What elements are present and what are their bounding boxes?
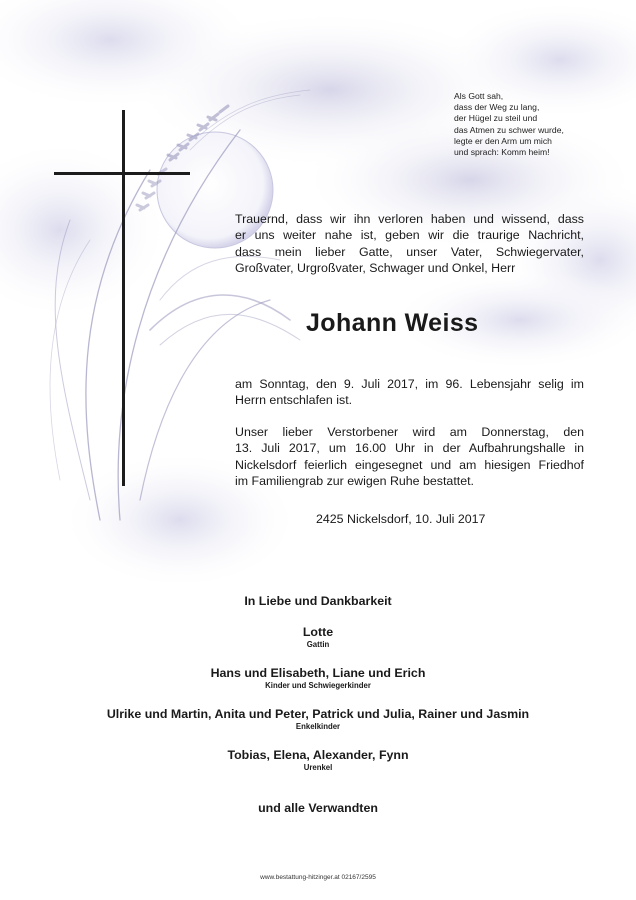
poem-line: und sprach: Komm heim! — [454, 147, 550, 158]
dateline: 2425 Nickelsdorf, 10. Juli 2017 — [316, 512, 486, 526]
mourner-names: Hans und Elisabeth, Liane und Erich — [210, 666, 426, 680]
funeral-paragraph — [235, 424, 584, 489]
poem-line: das Atmen zu schwer wurde, — [454, 124, 564, 135]
mourners-heading: In Liebe und Dankbarkeit — [244, 594, 392, 608]
passing-paragraph — [235, 376, 584, 409]
passing-line: am Sonntag, den 9. Juli 2017, im 96. Lebensjahr selig im — [235, 377, 584, 391]
mourner-names: Tobias, Elena, Alexander, Fynn — [227, 748, 409, 762]
mourner-names: Lotte — [302, 625, 334, 639]
poem-line: der Hügel zu steil und — [454, 113, 538, 124]
poem-line: Als Gott sah, — [454, 91, 504, 101]
funeral-line: 13. Juli 2017, um 16.00 Uhr in der Aufbahrungshalle in — [235, 441, 584, 456]
mourner-group — [0, 707, 636, 732]
mourner-role: Kinder und Schwiegerkinder — [265, 681, 371, 690]
poem — [454, 91, 624, 158]
cross-vertical-bar — [122, 110, 125, 486]
mourner-role: Enkelkinder — [295, 722, 341, 731]
deceased-name: Johann Weiss — [306, 309, 479, 337]
passing-line: Herrn entschlafen ist. — [235, 393, 353, 408]
footer-imprint: www.bestattung-hitzinger.at 02167/2595 — [260, 874, 376, 881]
mourners-closing: und alle Verwandten — [258, 801, 378, 815]
intro-line: dass mein lieber Gatte, unser Vater, Schwiegervater, — [235, 244, 584, 259]
funeral-line: im Familiengrab zur ewigen Ruhe bestattet. — [235, 473, 474, 488]
funeral-line: Nickelsdorf feierlich eingesegnet und am hiesigen Friedhof — [235, 457, 584, 472]
intro-line: Trauernd, dass wir ihn verloren haben und wissend, dass — [235, 212, 584, 226]
poem-line: dass der Weg zu lang, — [454, 102, 540, 113]
intro-line: Großvater, Urgroßvater, Schwager und Onkel, Herr — [235, 260, 516, 275]
mourners-list — [0, 593, 636, 815]
mourner-role: Urenkel — [303, 763, 333, 772]
cross-horizontal-bar — [54, 172, 190, 175]
mourner-group — [0, 625, 636, 650]
mourner-names: Ulrike und Martin, Anita und Peter, Patrick und Julia, Rainer und Jasmin — [106, 707, 530, 721]
funeral-line: Unser lieber Verstorbener wird am Donnerstag, den — [235, 425, 584, 439]
mourner-group — [0, 748, 636, 773]
intro-line: er uns weiter nahe ist, geben wir die traurige Nachricht, — [235, 228, 584, 243]
mourner-role: Gattin — [306, 640, 330, 649]
poem-line: legte er den Arm um mich — [454, 135, 552, 146]
announcement-intro — [235, 211, 584, 276]
mourner-group — [0, 666, 636, 691]
